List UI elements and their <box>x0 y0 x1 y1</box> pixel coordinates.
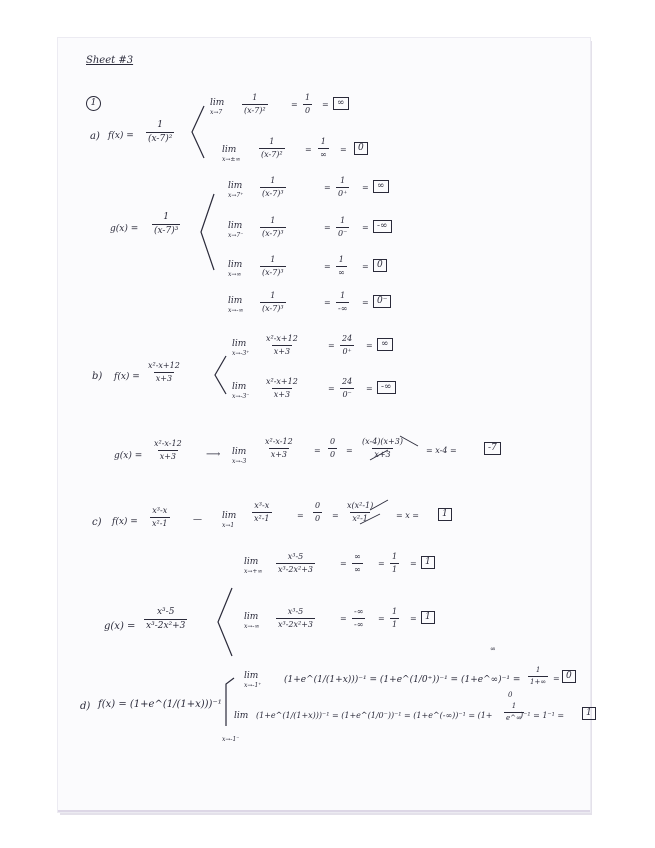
numerator: x²-x-12 <box>154 439 182 448</box>
equals: = <box>378 559 385 568</box>
numerator: 1 <box>270 176 276 185</box>
denominator: -∞ <box>338 304 348 313</box>
part-d-label: d) <box>80 701 91 712</box>
numerator: x³-x <box>254 501 270 510</box>
part-c-f-lhs: f(x) = <box>112 517 138 527</box>
part-d-lim2-tail: )⁻¹ = 1⁻¹ = <box>520 711 565 720</box>
part-a-f-lim2-operator <box>222 146 240 163</box>
denominator: x+3 <box>270 450 287 459</box>
denominator: (x-7)³ <box>262 304 284 313</box>
lim-word: lim <box>222 511 237 521</box>
equals: = <box>305 145 312 154</box>
numerator: x²-x+12 <box>266 334 298 343</box>
denominator: x+3 <box>273 347 291 356</box>
part-b-f-lhs: f(x) = <box>114 372 140 382</box>
lim-word: lim <box>234 711 249 721</box>
part-a-g-lim2-answer: -∞ <box>373 220 392 233</box>
part-c-g-lim1-eval2 <box>390 553 399 574</box>
denominator: 0 <box>305 106 311 115</box>
numerator: x²-x+12 <box>148 361 180 370</box>
part-d-lim2-expr: (1+e^(1/(1+x)))⁻¹ = (1+e^(1/0⁻))⁻¹ = (1+e^(-∞))⁻¹ = (1+ <box>256 711 493 720</box>
denominator: ∞ <box>320 150 327 159</box>
part-a-g-lim4-fraction <box>260 292 286 313</box>
lim-subscript: x→∞ <box>228 271 242 278</box>
part-d-lim2-operator <box>234 712 248 721</box>
part-d-f-def: f(x) = (1+e^(1/(1+x)))⁻¹ <box>98 699 222 710</box>
part-c-f-lim-fraction <box>252 502 272 523</box>
part-b-g-answer: -7 <box>484 442 501 455</box>
part-a-g-lim3-fraction <box>260 256 286 277</box>
cancel-strokes <box>356 498 396 528</box>
part-a-g-lim4-operator <box>228 297 243 314</box>
denominator: x+3 <box>273 390 291 399</box>
equals: = <box>362 298 369 307</box>
lim-subscript: x→-3⁺ <box>232 350 250 357</box>
denominator: ∞ <box>354 565 361 574</box>
numerator: ∞ <box>354 552 361 561</box>
numerator: 1 <box>157 120 164 130</box>
numerator: x³-x <box>152 506 168 515</box>
denominator: x+3 <box>374 450 391 459</box>
cancel-strokes <box>366 434 426 464</box>
lim-subscript: x→-3 <box>232 458 247 465</box>
part-a-g-lim1-fraction <box>260 177 286 198</box>
equals: = <box>291 100 298 109</box>
part-a-g-lim2-fraction <box>260 217 286 238</box>
numerator: 1 <box>252 93 258 102</box>
part-c-g-brace <box>214 586 236 658</box>
lim-word: lim <box>222 145 237 155</box>
lim-subscript: x→-∞ <box>244 623 260 630</box>
equals: = <box>366 384 373 393</box>
part-b-g-zero-over-zero <box>328 438 337 459</box>
part-a-f-lim1-answer: ∞ <box>333 97 349 110</box>
part-a-g-lim3-eval <box>336 256 347 277</box>
numerator: 1 <box>163 212 170 222</box>
denominator: x²-1 <box>152 519 168 528</box>
denominator: x²-1 <box>254 514 270 523</box>
dash: — <box>193 515 202 525</box>
part-c-f-answer: 1 <box>438 508 452 521</box>
lim-subscript: x→+∞ <box>244 568 263 575</box>
equals: = <box>410 614 417 623</box>
part-c-g-lhs: g(x) = <box>104 621 136 632</box>
part-c-g-lim1-fraction <box>276 553 315 574</box>
part-a-g-lim2-eval <box>336 217 349 238</box>
numerator: 1 <box>340 216 346 225</box>
part-c-g-lim2-eval2 <box>390 608 399 629</box>
part-c-g-lim2-eval <box>352 608 365 629</box>
denominator: 1 <box>392 565 398 574</box>
numerator: 1 <box>338 255 344 264</box>
part-b-f-lim1-operator <box>232 340 249 357</box>
equals: = <box>324 223 331 232</box>
part-a-f-lim1-operator <box>210 99 224 116</box>
part-c-f-fraction <box>150 507 170 528</box>
equals: = <box>314 446 321 455</box>
numerator: 0 <box>315 501 321 510</box>
denominator: ∞ <box>338 268 345 277</box>
equals: = <box>362 223 369 232</box>
lim-word: lim <box>232 339 247 349</box>
lim-word: lim <box>232 382 247 392</box>
denominator: x³-2x²+3 <box>278 620 314 629</box>
part-a-g-lim4-eval <box>336 292 349 313</box>
numerator: -∞ <box>354 607 364 616</box>
lim-word: lim <box>244 557 259 567</box>
part-b-f-lim2-operator <box>232 383 249 400</box>
numerator: 24 <box>342 334 353 343</box>
denominator: (x-7)³ <box>262 189 284 198</box>
numerator: x²-x+12 <box>266 377 298 386</box>
arrow: ⟶ <box>206 449 221 460</box>
numerator: x³-5 <box>287 552 304 561</box>
part-b-f-fraction <box>146 362 182 383</box>
part-d-lim1-note: ∞ <box>490 645 496 653</box>
equals: = <box>362 262 369 271</box>
numerator: 24 <box>342 377 353 386</box>
part-b-f-lim2-fraction <box>264 378 300 399</box>
part-a-f-lim1-fraction <box>242 94 268 115</box>
denominator: (x-7)³ <box>262 268 284 277</box>
lim-subscript: x→7 <box>210 109 223 116</box>
equals: = <box>340 614 347 623</box>
part-b-f-lim1-eval <box>340 335 354 356</box>
part-c-g-lim1-eval <box>352 553 363 574</box>
part-d-lim1-answer: 0 <box>562 670 576 683</box>
equals: = <box>328 341 335 350</box>
denominator: x³-2x²+3 <box>278 565 314 574</box>
denominator: 1 <box>392 620 398 629</box>
part-c-f-zero-over-zero <box>313 502 322 523</box>
numerator: 1 <box>511 702 517 710</box>
part-b-f-lim2-eval <box>340 378 354 399</box>
part-d-lim2-answer: 1 <box>582 707 596 720</box>
part-d-lim2-subscript: x→-1⁻ <box>222 736 240 743</box>
part-a-g-lim3-answer: 0 <box>373 259 387 272</box>
part-a-f-fraction <box>146 121 174 144</box>
numerator: 1 <box>270 291 276 300</box>
numerator: 1 <box>392 607 398 616</box>
lim-word: lim <box>244 671 259 681</box>
lim-subscript: x→-∞ <box>228 307 244 314</box>
part-a-f-brace <box>188 104 206 160</box>
equals: = <box>340 145 347 154</box>
part-b-label: b) <box>92 371 103 382</box>
part-d-lim1-fraction <box>528 667 548 686</box>
lim-subscript: x→1 <box>222 522 235 529</box>
part-c-g-lim1-operator <box>244 558 262 575</box>
numerator: (x-4)(x+3) <box>362 437 403 446</box>
numerator: 1 <box>270 216 276 225</box>
denominator: (x-7)³ <box>262 229 284 238</box>
part-a-f-lim2-eval <box>318 138 329 159</box>
part-c-g-lim2-fraction <box>276 608 315 629</box>
denominator: 0 <box>330 450 336 459</box>
part-b-g-lhs: g(x) = <box>114 451 143 461</box>
part-a-f-lim1-eval <box>303 94 312 115</box>
part-a-f-lhs: f(x) = <box>108 131 134 141</box>
part-b-f-brace <box>212 354 228 396</box>
numerator: x³-5 <box>287 607 304 616</box>
part-a-f-lim2-fraction <box>259 138 285 159</box>
lim-subscript: x→±∞ <box>222 156 241 163</box>
part-a-g-lim1-operator <box>228 182 243 199</box>
part-b-f-lim1-answer: ∞ <box>377 338 393 351</box>
equals: = <box>297 511 304 520</box>
denominator: 0 <box>315 514 321 523</box>
part-d-lim1-expr: (1+e^(1/(1+x)))⁻¹ = (1+e^(1/0⁺))⁻¹ = (1+e^∞)⁻¹ = <box>284 675 521 685</box>
part-b-f-lim2-answer: -∞ <box>377 381 396 394</box>
numerator: 1 <box>269 137 275 146</box>
denominator: 0⁺ <box>338 189 348 198</box>
numerator: 1 <box>270 255 276 264</box>
equals: = <box>324 298 331 307</box>
part-c-f-simplified: = x = <box>396 511 420 520</box>
equals: = <box>328 384 335 393</box>
lim-word: lim <box>210 98 225 108</box>
part-a-g-brace <box>196 192 218 272</box>
equals: = <box>378 614 385 623</box>
problem-number: 1 <box>86 96 101 111</box>
denominator: (x-7)² <box>244 106 266 115</box>
part-d-lim1-operator <box>244 672 261 689</box>
part-b-g-fraction <box>152 440 184 461</box>
numerator: 1 <box>340 291 346 300</box>
part-c-g-lim1-answer: 1 <box>421 556 435 569</box>
denominator: 1+∞ <box>530 678 547 686</box>
part-a-g-fraction <box>152 213 180 236</box>
part-c-label: c) <box>92 517 102 528</box>
equals: = <box>324 262 331 271</box>
part-d-lim2-note: 0 <box>508 691 513 699</box>
lim-word: lim <box>228 260 243 270</box>
numerator: 1 <box>392 552 398 561</box>
denominator: x+3 <box>159 452 176 461</box>
numerator: 1 <box>305 93 311 102</box>
part-a-g-lim1-answer: ∞ <box>373 180 389 193</box>
denominator: (x-7)² <box>148 134 173 144</box>
numerator: 1 <box>535 666 541 674</box>
part-a-g-lim1-eval <box>336 177 349 198</box>
denominator: 0⁺ <box>342 347 352 356</box>
lim-word: lim <box>244 612 259 622</box>
part-a-g-lim2-operator <box>228 222 243 239</box>
lim-subscript: x→7⁺ <box>228 192 244 199</box>
part-a-label: a) <box>90 131 100 142</box>
equals: = <box>346 446 353 455</box>
lim-word: lim <box>228 181 243 191</box>
part-a-g-lim4-answer: 0⁻ <box>373 295 391 308</box>
equals: = <box>324 183 331 192</box>
numerator: x³-5 <box>156 607 175 617</box>
equals: = <box>322 100 329 109</box>
denominator: e^∞ <box>506 714 522 722</box>
equals: = <box>340 559 347 568</box>
part-b-g-lim-fraction <box>263 438 295 459</box>
numerator: 0 <box>330 437 336 446</box>
sheet-title: Sheet #3 <box>86 55 134 66</box>
denominator: 0⁻ <box>338 229 348 238</box>
lim-subscript: x→7⁻ <box>228 232 244 239</box>
denominator: -∞ <box>354 620 364 629</box>
part-c-g-fraction <box>144 608 187 631</box>
part-b-f-lim1-fraction <box>264 335 300 356</box>
numerator: x(x²-1) <box>347 501 374 510</box>
lim-word: lim <box>228 221 243 231</box>
part-c-g-lim2-answer: 1 <box>421 611 435 624</box>
part-b-g-lim-operator <box>232 448 246 465</box>
lim-subscript: x→-1⁺ <box>244 682 262 689</box>
equals: = <box>553 674 560 683</box>
numerator: x²-x-12 <box>265 437 293 446</box>
part-c-f-lim-operator <box>222 512 236 529</box>
denominator: (x-7)² <box>261 150 283 159</box>
denominator: x³-2x²+3 <box>146 621 186 631</box>
denominator: x+3 <box>155 374 173 383</box>
part-a-f-lim2-answer: 0 <box>354 142 368 155</box>
part-a-g-lim3-operator <box>228 261 242 278</box>
numerator: 1 <box>320 137 326 146</box>
equals: = <box>366 341 373 350</box>
part-b-g-simplified: = x-4 = <box>426 446 457 455</box>
lim-subscript: x→-3⁻ <box>232 393 250 400</box>
denominator: x²-1 <box>352 514 368 523</box>
lim-word: lim <box>232 447 247 457</box>
denominator: (x-7)³ <box>154 226 179 236</box>
part-a-g-lhs: g(x) = <box>110 224 139 234</box>
equals: = <box>332 511 339 520</box>
equals: = <box>362 183 369 192</box>
part-c-g-lim2-operator <box>244 613 259 630</box>
equals: = <box>410 559 417 568</box>
lim-word: lim <box>228 296 243 306</box>
denominator: 0⁻ <box>342 390 352 399</box>
numerator: 1 <box>340 176 346 185</box>
